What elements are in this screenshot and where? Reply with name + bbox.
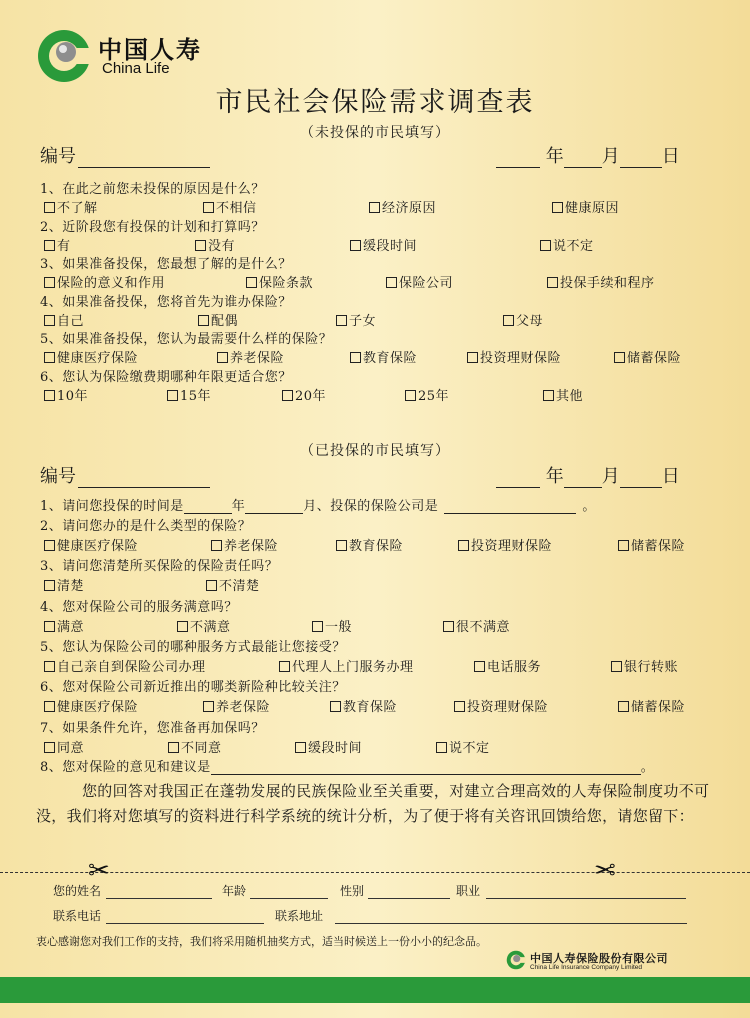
option-checkbox[interactable]: [168, 737, 222, 756]
question-text: 3、如果准备投保，您最想了解的是什么？: [40, 257, 292, 273]
day-field[interactable]: [620, 149, 662, 168]
scissors-icon: ✂: [88, 856, 110, 886]
checkbox-icon[interactable]: [614, 352, 625, 363]
option-label: 子女: [349, 313, 377, 329]
option-label: 有: [57, 238, 71, 254]
option-checkbox[interactable]: [44, 616, 84, 635]
option-checkbox[interactable]: [503, 310, 543, 329]
question-text: 7、如果条件允许，您准备再加保吗？: [40, 720, 265, 736]
checkbox-icon[interactable]: [44, 240, 55, 251]
checkbox-icon[interactable]: [211, 540, 222, 551]
option-checkbox[interactable]: [547, 272, 655, 291]
option-label: 健康医疗保险: [57, 351, 139, 367]
option-label: 不清楚: [219, 579, 260, 595]
checkbox-icon[interactable]: [336, 540, 347, 551]
section2-date: [496, 462, 680, 488]
option-label: 不同意: [181, 740, 222, 756]
option-label: 教育保险: [363, 351, 418, 367]
option-checkbox[interactable]: [611, 656, 678, 675]
option-label: 投资理财保险: [480, 351, 562, 367]
checkbox-icon[interactable]: [552, 202, 563, 213]
s2-question-1: [40, 495, 596, 514]
option-checkbox[interactable]: [543, 385, 583, 404]
question-text: 5、您认为保险公司的哪种服务方式最能让您接受？: [40, 639, 346, 655]
option-checkbox[interactable]: [350, 347, 417, 366]
checkbox-icon[interactable]: [295, 742, 306, 753]
option-checkbox[interactable]: [217, 347, 284, 366]
gender-field[interactable]: [368, 898, 450, 899]
checkbox-icon[interactable]: [168, 742, 179, 753]
checkbox-icon[interactable]: [454, 701, 465, 712]
checkbox-icon[interactable]: [336, 315, 347, 326]
checkbox-icon[interactable]: [443, 621, 454, 632]
checkbox-icon[interactable]: [467, 352, 478, 363]
option-label: 自己: [57, 313, 85, 329]
checkbox-icon[interactable]: [198, 315, 209, 326]
scissors-icon: ✂: [594, 856, 616, 886]
option-label: 父母: [516, 313, 544, 329]
option-checkbox[interactable]: [203, 696, 270, 715]
option-label: 保险的意义和作用: [57, 276, 166, 292]
option-label: 储蓄保险: [631, 539, 686, 554]
option-label: 25年: [418, 389, 450, 404]
age-label: 年龄: [222, 884, 247, 898]
option-label: 保险公司: [399, 276, 454, 292]
month-label: 月: [601, 146, 620, 167]
phone-label: 联系电话: [53, 909, 102, 923]
checkbox-icon[interactable]: [547, 277, 558, 288]
option-checkbox[interactable]: [336, 535, 403, 554]
question-text: 5、如果准备投保，您认为最需要什么样的保险？: [40, 332, 333, 348]
option-checkbox[interactable]: [206, 575, 260, 594]
name-label: 您的姓名: [53, 884, 102, 898]
checkbox-icon[interactable]: [44, 742, 55, 753]
option-label: 满意: [57, 619, 85, 635]
option-checkbox[interactable]: [44, 197, 98, 216]
option-checkbox[interactable]: [330, 696, 397, 715]
address-field[interactable]: [335, 923, 687, 924]
checkbox-icon[interactable]: [279, 661, 290, 672]
option-checkbox[interactable]: [44, 272, 165, 291]
year-field[interactable]: [496, 469, 540, 488]
q1-month-field[interactable]: [245, 499, 303, 514]
option-label: 说不定: [449, 740, 490, 756]
year-label: 年: [545, 146, 564, 167]
closing-paragraph: 您的回答对我国正在蓬勃发展的民族保险业至关重要，对建立合理高效的人寿保险制度功不可没，我们将对您填写的资料进行科学系统的统计分析，为了便于将有关咨讯回馈给您，请您留下：: [36, 782, 710, 825]
option-label: 15年: [180, 389, 212, 404]
option-checkbox[interactable]: [44, 535, 138, 554]
checkbox-icon[interactable]: [44, 621, 55, 632]
checkbox-icon[interactable]: [44, 277, 55, 288]
option-checkbox[interactable]: [44, 575, 84, 594]
checkbox-icon[interactable]: [167, 390, 178, 401]
number-field[interactable]: [78, 149, 210, 168]
option-label: 储蓄保险: [631, 700, 686, 716]
option-checkbox[interactable]: [44, 737, 84, 756]
checkbox-icon[interactable]: [246, 277, 257, 288]
job-label: 职业: [456, 884, 481, 898]
checkbox-icon[interactable]: [540, 240, 551, 251]
option-checkbox[interactable]: [282, 385, 326, 404]
option-checkbox[interactable]: [467, 347, 561, 366]
option-checkbox[interactable]: [405, 385, 449, 404]
option-label: 配偶: [211, 313, 239, 329]
checkbox-icon[interactable]: [618, 540, 629, 551]
page-title: 市民社会保险需求调查表: [215, 87, 535, 118]
checkbox-icon[interactable]: [44, 661, 55, 672]
option-label: 健康医疗保险: [57, 700, 139, 716]
checkbox-icon[interactable]: [503, 315, 514, 326]
option-checkbox[interactable]: [203, 197, 257, 216]
number-label: 编号: [40, 466, 76, 487]
option-label: 养老保险: [230, 351, 285, 367]
q1-year-label: 年: [231, 499, 246, 514]
option-label: 同意: [57, 740, 85, 756]
section1-date: [496, 142, 680, 168]
china-life-logo-icon: [36, 28, 92, 84]
day-label: 日: [661, 466, 680, 487]
option-checkbox[interactable]: [540, 235, 594, 254]
question-text: 6、您对保险公司新近推出的哪类新险种比较关注？: [40, 680, 346, 696]
option-label: 其他: [556, 389, 584, 404]
option-checkbox[interactable]: [614, 347, 681, 366]
cut-line: [0, 872, 750, 873]
option-label: 自己亲自到保险公司办理: [57, 659, 206, 675]
option-checkbox[interactable]: [458, 535, 552, 554]
year-field[interactable]: [496, 149, 540, 168]
option-checkbox[interactable]: [44, 347, 138, 366]
checkbox-icon[interactable]: [350, 240, 361, 251]
checkbox-icon[interactable]: [458, 540, 469, 551]
number-label: 编号: [40, 146, 76, 167]
option-label: 健康原因: [565, 201, 620, 216]
section1-subtitle: （未投保的市民填写）: [300, 125, 450, 141]
china-life-footer-logo-icon: [506, 950, 526, 970]
number-field[interactable]: [78, 469, 210, 488]
year-label: 年: [545, 466, 564, 487]
address-label: 联系地址: [275, 909, 324, 923]
option-checkbox[interactable]: [436, 737, 490, 756]
checkbox-icon[interactable]: [44, 315, 55, 326]
month-field[interactable]: [564, 149, 602, 168]
option-checkbox[interactable]: [44, 235, 71, 254]
q8-answer-field[interactable]: [211, 760, 641, 775]
day-field[interactable]: [620, 469, 662, 488]
option-checkbox[interactable]: [279, 656, 414, 675]
option-checkbox[interactable]: [44, 310, 84, 329]
checkbox-icon[interactable]: [543, 390, 554, 401]
option-checkbox[interactable]: [198, 310, 238, 329]
option-checkbox[interactable]: [336, 310, 376, 329]
section2-subtitle: （已投保的市民填写）: [300, 443, 450, 459]
option-label: 投资理财保险: [471, 539, 553, 554]
option-checkbox[interactable]: [44, 385, 88, 404]
option-checkbox[interactable]: [312, 616, 352, 635]
option-label: 养老保险: [224, 539, 279, 554]
option-label: 电话服务: [487, 659, 542, 675]
q1-month-label: 月、投保的保险公司是: [303, 499, 439, 514]
option-label: 储蓄保险: [627, 351, 682, 367]
phone-field[interactable]: [106, 923, 264, 924]
option-checkbox[interactable]: [618, 535, 685, 554]
checkbox-icon[interactable]: [474, 661, 485, 672]
q1-prefix: 1、请问您投保的时间是: [40, 499, 184, 514]
question-text: 6、您认为保险缴费期哪种年限更适合您？: [40, 370, 292, 385]
checkbox-icon[interactable]: [312, 621, 323, 632]
question-text: 3、请问您清楚所买保险的保险责任吗？: [40, 559, 279, 575]
footer-company-en: China Life Insurance Company Limited: [530, 964, 643, 971]
option-checkbox[interactable]: [167, 385, 211, 404]
option-label: 经济原因: [382, 201, 437, 216]
option-label: 一般: [325, 619, 353, 635]
option-checkbox[interactable]: [44, 656, 206, 675]
option-checkbox[interactable]: [195, 235, 235, 254]
option-label: 保险条款: [259, 276, 314, 292]
checkbox-icon[interactable]: [44, 390, 55, 401]
option-label: 缓段时间: [363, 238, 418, 254]
brand-name-cn: 中国人寿: [98, 36, 202, 64]
option-checkbox[interactable]: [552, 197, 619, 216]
option-label: 代理人上门服务办理: [292, 659, 414, 675]
checkbox-icon[interactable]: [203, 202, 214, 213]
option-label: 教育保险: [343, 700, 398, 716]
checkbox-icon[interactable]: [44, 202, 55, 213]
option-checkbox[interactable]: [618, 696, 685, 715]
checkbox-icon[interactable]: [177, 621, 188, 632]
day-label: 日: [661, 146, 680, 167]
gender-label: 性别: [340, 884, 365, 898]
checkbox-icon[interactable]: [369, 202, 380, 213]
option-label: 清楚: [57, 579, 85, 595]
option-checkbox[interactable]: [246, 272, 313, 291]
footer-green-bar: [0, 977, 750, 1003]
s2-question-8: [40, 756, 654, 775]
option-checkbox[interactable]: [474, 656, 541, 675]
option-label: 没有: [208, 238, 236, 254]
option-label: 健康医疗保险: [57, 539, 139, 554]
question-text: 2、近阶段您有投保的计划和打算吗？: [40, 219, 265, 235]
checkbox-icon[interactable]: [611, 661, 622, 672]
option-checkbox[interactable]: [454, 696, 548, 715]
checkbox-icon[interactable]: [330, 701, 341, 712]
month-label: 月: [601, 466, 620, 487]
question-text: 1、在此之前您未投保的原因是什么？: [40, 182, 265, 197]
checkbox-icon[interactable]: [44, 352, 55, 363]
thanks-note: 衷心感谢您对我们工作的支持，我们将采用随机抽奖方式，适当时候送上一份小小的纪念品。: [36, 935, 487, 948]
footer-company-cn: 中国人寿保险股份有限公司: [530, 952, 668, 965]
checkbox-icon[interactable]: [217, 352, 228, 363]
option-label: 说不定: [553, 238, 594, 254]
age-field[interactable]: [250, 898, 328, 899]
option-label: 缓段时间: [308, 740, 363, 756]
option-label: 不相信: [216, 201, 257, 216]
question-text: 4、您对保险公司的服务满意吗？: [40, 599, 238, 615]
checkbox-icon[interactable]: [44, 540, 55, 551]
month-field[interactable]: [564, 469, 602, 488]
q1-end: 。: [582, 499, 596, 514]
section1-number: [40, 142, 210, 168]
option-label: 银行转账: [624, 659, 679, 675]
checkbox-icon[interactable]: [436, 742, 447, 753]
checkbox-icon[interactable]: [195, 240, 206, 251]
checkbox-icon[interactable]: [282, 390, 293, 401]
option-label: 不了解: [57, 201, 98, 216]
checkbox-icon[interactable]: [44, 580, 55, 591]
option-checkbox[interactable]: [350, 235, 417, 254]
question-text: 4、如果准备投保，您将首先为谁办保险？: [40, 294, 292, 310]
job-field[interactable]: [486, 898, 686, 899]
question-text: 2、请问您办的是什么类型的保险？: [40, 519, 252, 534]
option-label: 教育保险: [349, 539, 404, 554]
option-label: 很不满意: [456, 619, 511, 635]
option-checkbox[interactable]: [369, 197, 436, 216]
option-checkbox[interactable]: [295, 737, 362, 756]
option-checkbox[interactable]: [44, 696, 138, 715]
checkbox-icon[interactable]: [203, 701, 214, 712]
q1-year-field[interactable]: [184, 499, 232, 514]
name-field[interactable]: [106, 898, 212, 899]
option-checkbox[interactable]: [443, 616, 510, 635]
option-label: 不满意: [190, 619, 231, 635]
q1-company-field[interactable]: [444, 499, 576, 514]
brand-name-en: China Life: [102, 60, 170, 77]
checkbox-icon[interactable]: [386, 277, 397, 288]
q8-end: 。: [640, 760, 655, 775]
option-checkbox[interactable]: [211, 535, 278, 554]
option-checkbox[interactable]: [177, 616, 231, 635]
checkbox-icon[interactable]: [405, 390, 416, 401]
option-checkbox[interactable]: [386, 272, 453, 291]
option-label: 20年: [295, 389, 327, 404]
option-label: 10年: [57, 389, 89, 404]
checkbox-icon[interactable]: [350, 352, 361, 363]
q8-text: 8、您对保险的意见和建议是: [40, 760, 211, 775]
checkbox-icon[interactable]: [618, 701, 629, 712]
option-label: 养老保险: [216, 700, 271, 716]
checkbox-icon[interactable]: [206, 580, 217, 591]
option-label: 投保手续和程序: [560, 276, 655, 292]
checkbox-icon[interactable]: [44, 701, 55, 712]
section2-number: [40, 462, 210, 488]
option-label: 投资理财保险: [467, 700, 549, 716]
